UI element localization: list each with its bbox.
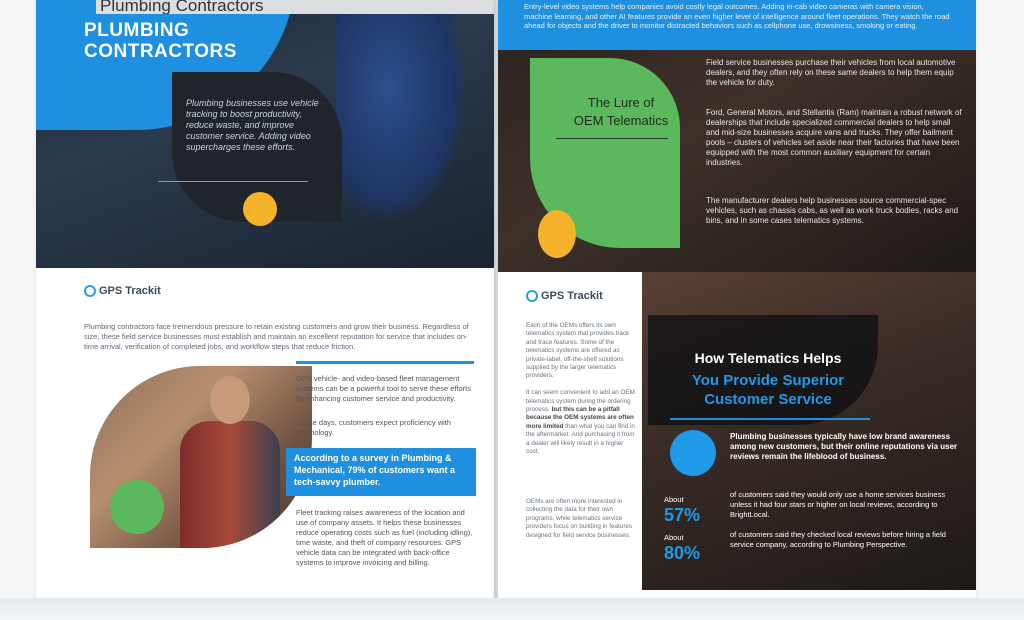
person-body — [180, 421, 280, 548]
gps-trackit-logo — [84, 285, 161, 297]
heading-underline — [670, 418, 870, 420]
oem-text-3: than what you can find in the aftermarket. And purchasing it from a dealer will likely result in a higher cost. — [526, 422, 635, 456]
logo-text: GPS Trackit — [99, 285, 161, 297]
divider-line — [158, 181, 308, 182]
logo-text: GPS Trackit — [541, 290, 603, 302]
dealers-paragraph-3: The manufacturer dealers help businesses source commercial-spec vehicles, such as chassis cabs, as well as work truck bodies, racks and bins, and in some cases telematics systems. — [706, 196, 959, 225]
gps-trackit-logo — [526, 290, 603, 302]
page-banner: Plumbing Contractors — [96, 0, 496, 14]
blue-dot — [670, 430, 716, 476]
intro-paragraph: Plumbing contractors face tremendous pressure to retain existing customers and grow their business. Regardless of size, these field service businesses must establish and maintain an excellent reputation for service that includes on-time arrival, verification of completed jobs, and workflow steps that reduce friction. — [84, 322, 469, 351]
table-surface — [0, 598, 1024, 620]
lure-heading — [556, 94, 686, 130]
green-dot — [110, 480, 164, 534]
survey-callout: According to a survey in Plumbing & Mechanical, 79% of customers want a tech-savvy plumber. — [286, 448, 476, 496]
column-paragraph-3: Fleet tracking raises awareness of the location and use of company assets. It helps these businesses reduce operating costs such as fuel (including idling), time waste, and theft of company resources. GPS vehicle data can be integrated with back-office systems to improve invoicing and billing. — [296, 508, 473, 567]
lure-line-1: The Lure of — [587, 95, 655, 110]
column-paragraph-1: GPS vehicle- and video-based fleet management systems can be a powerful tool to serve these efforts by enhancing customer service and productivity. — [296, 374, 471, 403]
stat-2-label: About — [664, 533, 684, 542]
title-line-1: PLUMBING — [84, 20, 190, 41]
brand-awareness-text: Plumbing businesses typically have low brand awareness among new customers, but their online reputations via user reviews remain the lifeblood of business. — [730, 432, 958, 461]
section-heading — [648, 371, 888, 409]
lure-underline — [556, 138, 668, 139]
stat-1-text: of customers said they would only use a home services business unless it had four stars or higher on local reviews, according to BrightLocal. — [730, 490, 946, 519]
right-page — [498, 0, 976, 620]
person-head — [210, 376, 250, 424]
location-pin-icon — [84, 285, 96, 297]
dealers-paragraph-2: Ford, General Motors, and Stellantis (Ram) maintain a robust network of dealerships that include specialized commercial dealers to help small and mid-size businesses acquire vans and trucks. They offer bailment pools – clusters of vehicles set aside near their factories that have been equipped with the most common auxiliary equipment for certain industries. — [706, 108, 962, 167]
stat-1-value: 57% — [664, 505, 701, 525]
oem-bold: but this can be a pitfall because the OEM systems are often more limited — [526, 406, 634, 430]
stat-2-value: 80% — [664, 543, 701, 563]
oem-column — [526, 322, 636, 457]
dealers-paragraph-1: Field service businesses purchase their vehicles from local automotive dealers, and they often rely on these same dealers to help them equip the vehicle for duty. — [706, 58, 956, 87]
section-heading-line-1: How Telematics Helps — [694, 350, 842, 366]
oem-text-2: It can seem convenient to add an OEM telematics system during the ordering process, — [526, 389, 635, 414]
yellow-dot — [538, 210, 576, 258]
left-page — [36, 0, 496, 620]
section-heading-line-3: Customer Service — [704, 391, 832, 408]
yellow-dot — [243, 192, 277, 226]
stat-1-label: About — [664, 495, 684, 504]
location-pin-icon — [526, 290, 538, 302]
hero-text: Plumbing businesses use vehicle tracking to boost productivity, reduce waste, and improve customer service. Adding video supercharges these efforts. — [186, 98, 319, 152]
section-heading-line-2: You Provide Superior — [691, 372, 845, 389]
plumber-figure — [336, 0, 466, 220]
oem-text-1: Each of the OEMs offers its own telematics system that provides track and trace features. Some of the telematics systems are offered as private-label, off-the-shelf solutions supplied by the larger telematics providers. — [526, 322, 630, 380]
column-paragraph-2: These days, customers expect proficiency with technology. — [296, 418, 452, 437]
lure-line-2: OEM Telematics — [573, 113, 669, 128]
title-line-2: CONTRACTORS — [84, 41, 237, 62]
stat-2-text: of customers said they checked local reviews before hiring a field service company, according to Plumbing Perspective. — [730, 530, 946, 549]
top-band-text: Entry-level video systems help companies avoid costly legal outcomes. Adding in-cab video cameras with camera vision, machine learning, and other AI features provide an even higher level of intelligence around fleet operations. They watch the road ahead for objects and the driver to monitor distracted behaviors such as cellphone use, drowsiness, smoking or eating. — [524, 2, 950, 30]
oem-column-footer: OEMs are often more interested in collecting the data for their own programs, while telematics service providers focus on building in features designed for field service businesses. — [526, 498, 633, 539]
blue-accent-line — [296, 361, 474, 364]
page-title — [84, 20, 237, 62]
